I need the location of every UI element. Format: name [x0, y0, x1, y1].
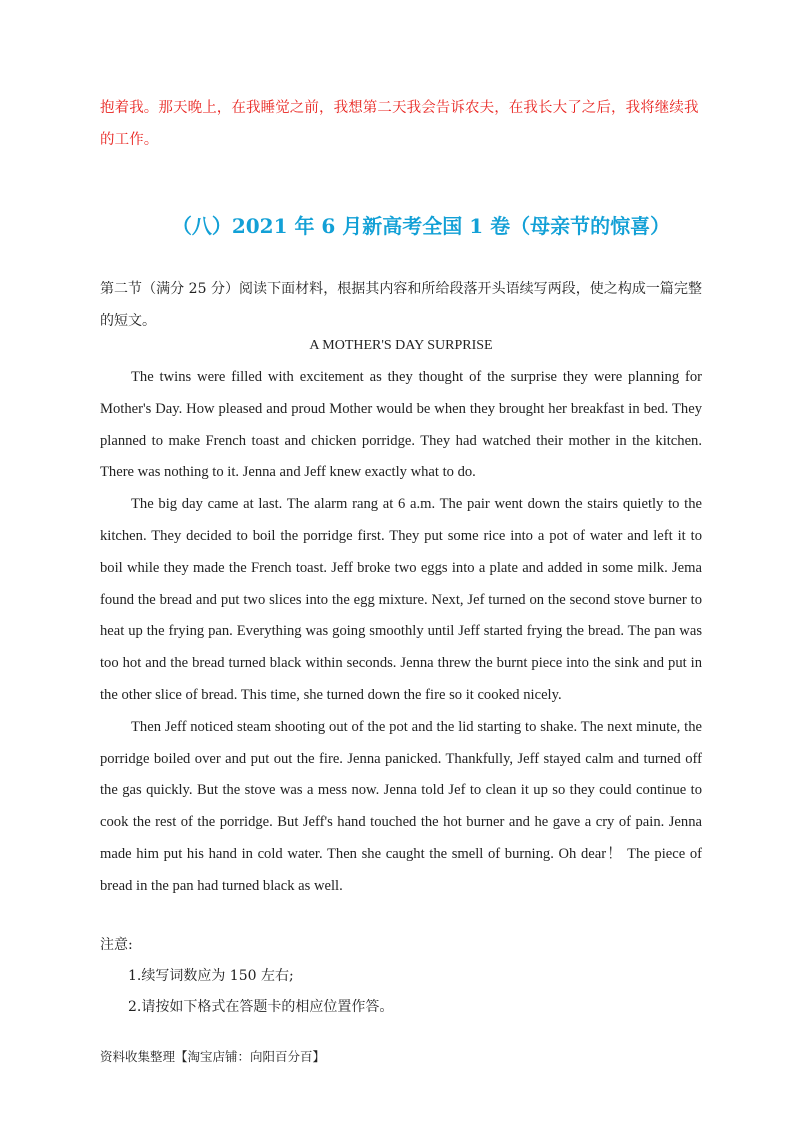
story-paragraph-3: Then Jeff noticed steam shooting out of the pot and the lid starting to shake. The next minute, the porridge boiled over and put out the fire. Jenna panicked. Thankfully, Jeff stayed calm and turned off the gas quickly. But the stove was a mess now. Jenna told Jef to clean it up so they could continue to cook the rest of the porridge. But Jeff's hand touched the hot burner and he gave a cry of pain. Jenna made him put his hand in cold water. Then she caught the smell of burning. Oh dear！ The piece of bread in the pan had turned black as well.	[100, 718, 702, 894]
story-paragraph-2: The big day came at last. The alarm rang at 6 a.m. The pair went down the stairs quietly to the kitchen. They decided to boil the porridge first. They put some rice into a pot of water and left it to boil while they made the French toast. Jeff broke two eggs into a plate and added in some milk. Jema found the bread and put two slices into the egg mixture. Next, Jef turned on the second stove burner to heat up the frying pan. Everything was going smoothly until Jeff started frying the bread. The pan was too hot and the bread turned black within seconds. Jenna threw the burnt piece into the sink and put in the other slice of bread. This time, she turned down the fire so it cooked nicely.	[100, 496, 702, 703]
task-instruction: 第二节（满分 25 分）阅读下面材料，根据其内容和所给段落开头语续写两段，使之构成一篇完整的短文。	[100, 281, 702, 329]
note-item-2: 2.请按如下格式在答题卡的相应位置作答。	[128, 999, 394, 1015]
page-footer: 资料收集整理【淘宝店铺：向阳百分百】	[100, 1049, 326, 1064]
story-paragraph-1: The twins were filled with excitement as they thought of the surprise they were planning for Mother's Day. How pleased and proud Mother would be when they brought her breakfast in bed. They planned to make French toast and chicken porridge. They had watched their mother in the kitchen. There was nothing to it. Jenna and Jeff knew exactly what to do.	[100, 369, 702, 481]
story-title: A MOTHER'S DAY SURPRISE	[309, 338, 493, 353]
notes-label: 注意:	[100, 937, 133, 953]
translation-text: 抱着我。那天晚上，在我睡觉之前，我想第二天我会告诉农夫，在我长大了之后，我将继续我的工作。	[100, 100, 699, 148]
story-body	[100, 362, 702, 903]
notes-section	[100, 930, 702, 1023]
note-item-1: 1.续写词数应为 150 左右;	[128, 968, 294, 984]
section-heading: （八）2021 年 6 月新高考全国 1 卷（母亲节的惊喜）	[171, 214, 671, 238]
